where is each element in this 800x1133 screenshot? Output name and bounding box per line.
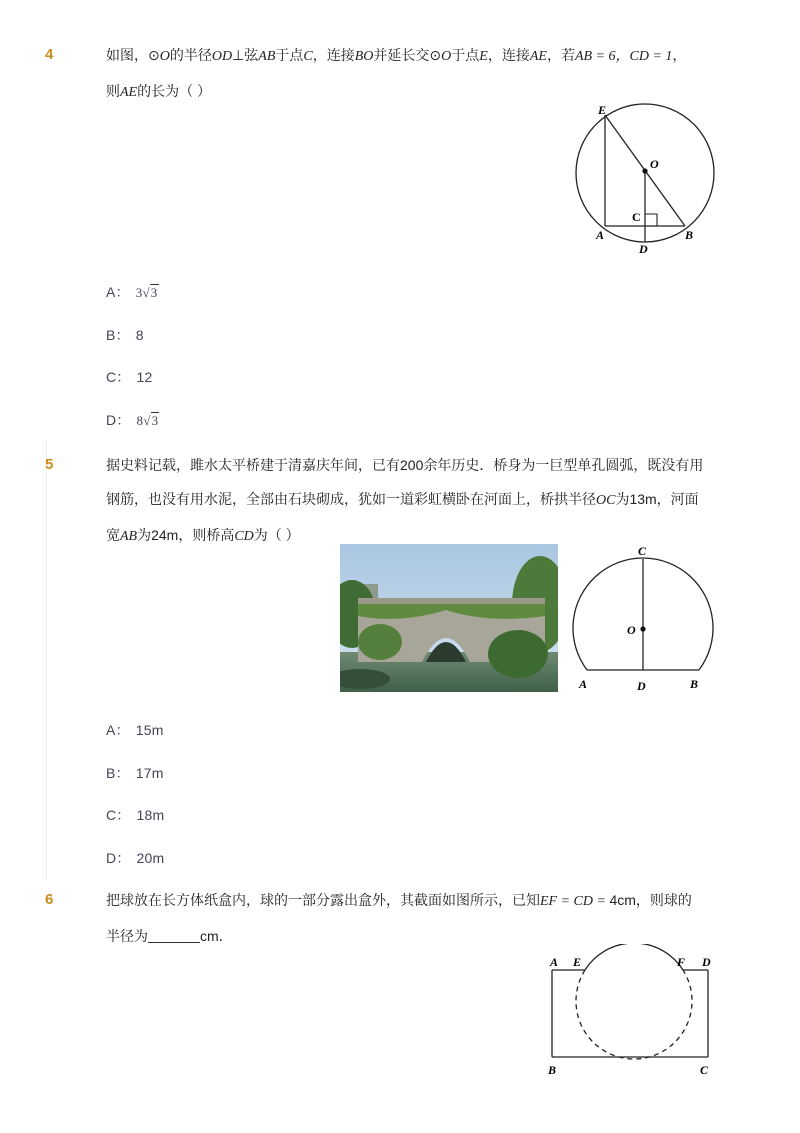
center-point-o (642, 168, 647, 173)
question-number-6: 6 (45, 891, 54, 908)
label-b: B (685, 228, 694, 242)
question-4-stem: 如图，⊙O的半径OD⊥弦AB于点C，连接BO并延长交⊙O于点E，连接AE，若AB = 6，CD = 1， 则AE的长为（ ） (106, 47, 687, 100)
left-rule (46, 440, 47, 880)
label-a: A (550, 955, 559, 969)
label-a: A (579, 677, 588, 691)
label-o: O (627, 623, 636, 637)
bridge-photo (340, 544, 558, 692)
label-c: C (638, 544, 647, 558)
right-angle-mark (645, 214, 657, 226)
question-5-stem: 据史料记载，雎水太平桥建于清嘉庆年间，已有200余年历史．桥身为一巨型单孔圆弧，既没有用 钢筋，也没有用水泥，全部由石块砌成，犹如一道彩虹横卧在河面上，桥拱半径OC为13m，河面 宽AB为24m，则桥高CD为（ ） (106, 457, 704, 544)
center-point-o (640, 626, 645, 631)
label-b: B (548, 1063, 557, 1077)
question-5-figure (568, 542, 720, 694)
q5-option-a[interactable]: A： 15m (106, 722, 164, 738)
label-d: D (702, 955, 711, 969)
question-number-4: 4 (45, 46, 54, 63)
label-e: E (573, 955, 582, 969)
question-number-5: 5 (45, 456, 54, 473)
label-a: A (596, 228, 605, 242)
q4-option-a[interactable]: A： 3√3 (106, 284, 158, 300)
label-c: C (632, 210, 641, 224)
question-4-figure (560, 98, 730, 260)
label-d: D (639, 242, 648, 256)
label-c: C (700, 1063, 709, 1077)
question-6-figure (540, 944, 720, 1080)
ball-exposed-arc (585, 944, 686, 970)
q5-option-b[interactable]: B： 17m (106, 765, 164, 781)
ball-hidden-arc (576, 970, 692, 1059)
q4-option-b[interactable]: B： 8 (106, 327, 144, 343)
label-o: O (650, 157, 659, 171)
answer-blank[interactable] (148, 928, 200, 943)
q5-option-c[interactable]: C： 18m (106, 807, 165, 823)
label-d: D (637, 679, 646, 693)
q5-option-d[interactable]: D： 20m (106, 850, 165, 866)
question-6-stem: 把球放在长方体纸盒内，球的一部分露出盒外，其截面如图所示，已知EF = CD = 4cm，则球的 半径为 cm． (106, 892, 692, 944)
label-b: B (690, 677, 699, 691)
q4-option-c[interactable]: C： 12 (106, 369, 153, 385)
q4-option-d[interactable]: D： 8√3 (106, 412, 159, 428)
label-e: E (598, 103, 607, 117)
label-f: F (677, 955, 686, 969)
